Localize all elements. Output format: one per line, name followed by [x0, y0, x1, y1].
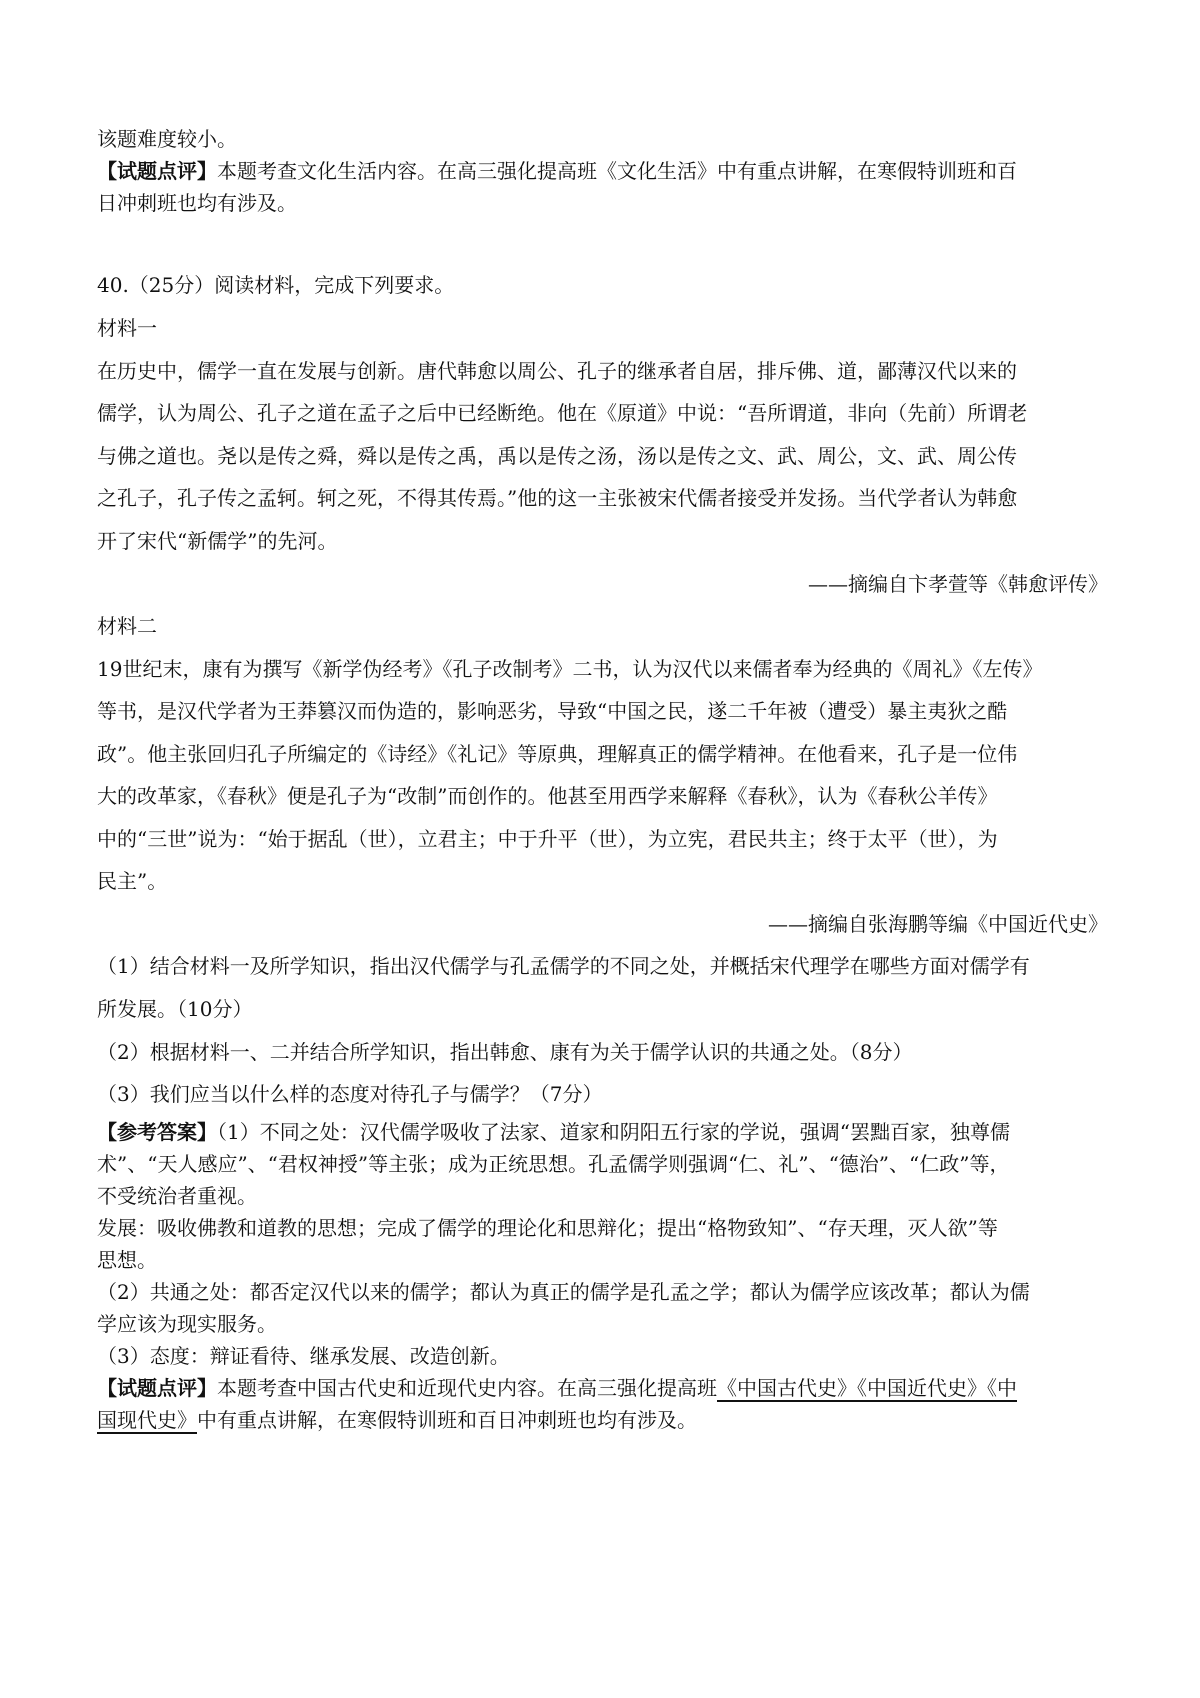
material-2-line: 19世纪末，康有为撰写《新学伪经考》《孔子改制考》二书，认为汉代以来儒者奉为经典的《周礼》《左传》 [97, 657, 1043, 681]
sub-question-1-cont: 所发展。（10分） [97, 997, 253, 1021]
answer-line: （3）态度：辩证看待、继承发展、改造创新。 [97, 1344, 510, 1368]
intro-line [97, 123, 1107, 155]
sub-question-3: （3）我们应当以什么样的态度对待孔子与儒学？（7分） [97, 1082, 603, 1106]
sub-question-2: （2）根据材料一、二并结合所学知识，指出韩愈、康有为关于儒学认识的共通之处。（8分） [97, 1040, 913, 1064]
material-1-line: 之孔子，孔子传之孟轲。轲之死，不得其传焉。”他的这一主张被宋代儒者接受并发扬。当代学者认为韩愈 [97, 486, 1018, 510]
review-underlined: 《中国古代史》《中国近代史》《中 [717, 1376, 1017, 1400]
answer-line: （2）共通之处：都否定汉代以来的儒学；都认为真正的儒学是孔孟之学；都认为儒学应该改革；都认为儒 [97, 1280, 1030, 1304]
answer-line: 思想。 [97, 1248, 157, 1272]
review-text-cont: 中有重点讲解，在寒假特训班和百日冲刺班也均有涉及。 [197, 1408, 697, 1432]
review-text-cont: 日冲刺班也均有涉及。 [97, 191, 297, 215]
material-2-line: 中的“三世”说为：“始于据乱（世），立君主；中于升平（世），为立宪，君民共主；终于太平（世），为 [97, 827, 998, 851]
answer-line: 术”、“天人感应”、“君权神授”等主张；成为正统思想。孔孟儒学则强调“仁、礼”、“德治”、“仁政”等， [97, 1152, 1010, 1176]
answer-label: 【参考答案】 [97, 1120, 217, 1144]
answer-line: 发展：吸收佛教和道教的思想；完成了儒学的理论化和思辩化；提出“格物致知”、“存天理，灭人欲”等 [97, 1216, 998, 1240]
review-text: 本题考查文化生活内容。在高三强化提高班《文化生活》中有重点讲解，在寒假特训班和百 [217, 159, 1017, 183]
answer-text: （1）不同之处：汉代儒学吸收了法家、道家和阴阳五行家的学说，强调“罢黜百家，独尊儒 [217, 1120, 1010, 1144]
material-1-line: 与佛之道也。尧以是传之舜，舜以是传之禹，禹以是传之汤，汤以是传之文、武、周公，文、武、周公传 [97, 444, 1017, 468]
review-text: 本题考查中国古代史和近现代史内容。在高三强化提高班 [217, 1376, 717, 1400]
review-label: 【试题点评】 [97, 159, 217, 183]
material-1-line: 在历史中，儒学一直在发展与创新。唐代韩愈以周公、孔子的继承者自居，排斥佛、道，鄙薄汉代以来的 [97, 359, 1017, 383]
answer-line: 学应该为现实服务。 [97, 1312, 277, 1336]
intro-review-cont [97, 187, 1107, 219]
answer-line [97, 1116, 1107, 1148]
material-2-line: 大的改革家，《春秋》便是孔子为“改制”而创作的。他甚至用西学来解释《春秋》，认为《春秋公羊传》 [97, 784, 998, 808]
sub-question-1: （1）结合材料一及所学知识，指出汉代儒学与孔孟儒学的不同之处，并概括宋代理学在哪些方面对儒学有 [97, 954, 1030, 978]
material-1-title: 材料一 [97, 316, 157, 340]
review-underlined: 国现代史》 [97, 1408, 197, 1432]
material-2-title: 材料二 [97, 614, 157, 638]
review-label: 【试题点评】 [97, 1376, 217, 1400]
material-1-line: 儒学，认为周公、孔子之道在孟子之后中已经断绝。他在《原道》中说：“吾所谓道，非向（先前）所谓老 [97, 401, 1028, 425]
intro-text: 该题难度较小。 [97, 127, 237, 151]
final-review [97, 1372, 1107, 1404]
material-2-line: 民主”。 [97, 869, 168, 893]
question-header: 40.（25分）阅读材料，完成下列要求。 [97, 273, 455, 297]
material-2-source: ——摘编自张海鹏等编《中国近代史》 [768, 912, 1108, 936]
material-2-line: 政”。他主张回归孔子所编定的《诗经》《礼记》等原典，理解真正的儒学精神。在他看来，孔子是一位伟 [97, 742, 1018, 766]
answer-line: 不受统治者重视。 [97, 1184, 257, 1208]
intro-review [97, 155, 1107, 187]
final-review-cont [97, 1404, 1107, 1436]
material-2-line: 等书，是汉代学者为王莽篡汉而伪造的，影响恶劣，导致“中国之民，遂二千年被（遭受）暴主夷狄之酷 [97, 699, 1008, 723]
material-1-source: ——摘编自卞孝萱等《韩愈评传》 [808, 572, 1108, 596]
material-1-line: 开了宋代“新儒学”的先河。 [97, 529, 338, 553]
